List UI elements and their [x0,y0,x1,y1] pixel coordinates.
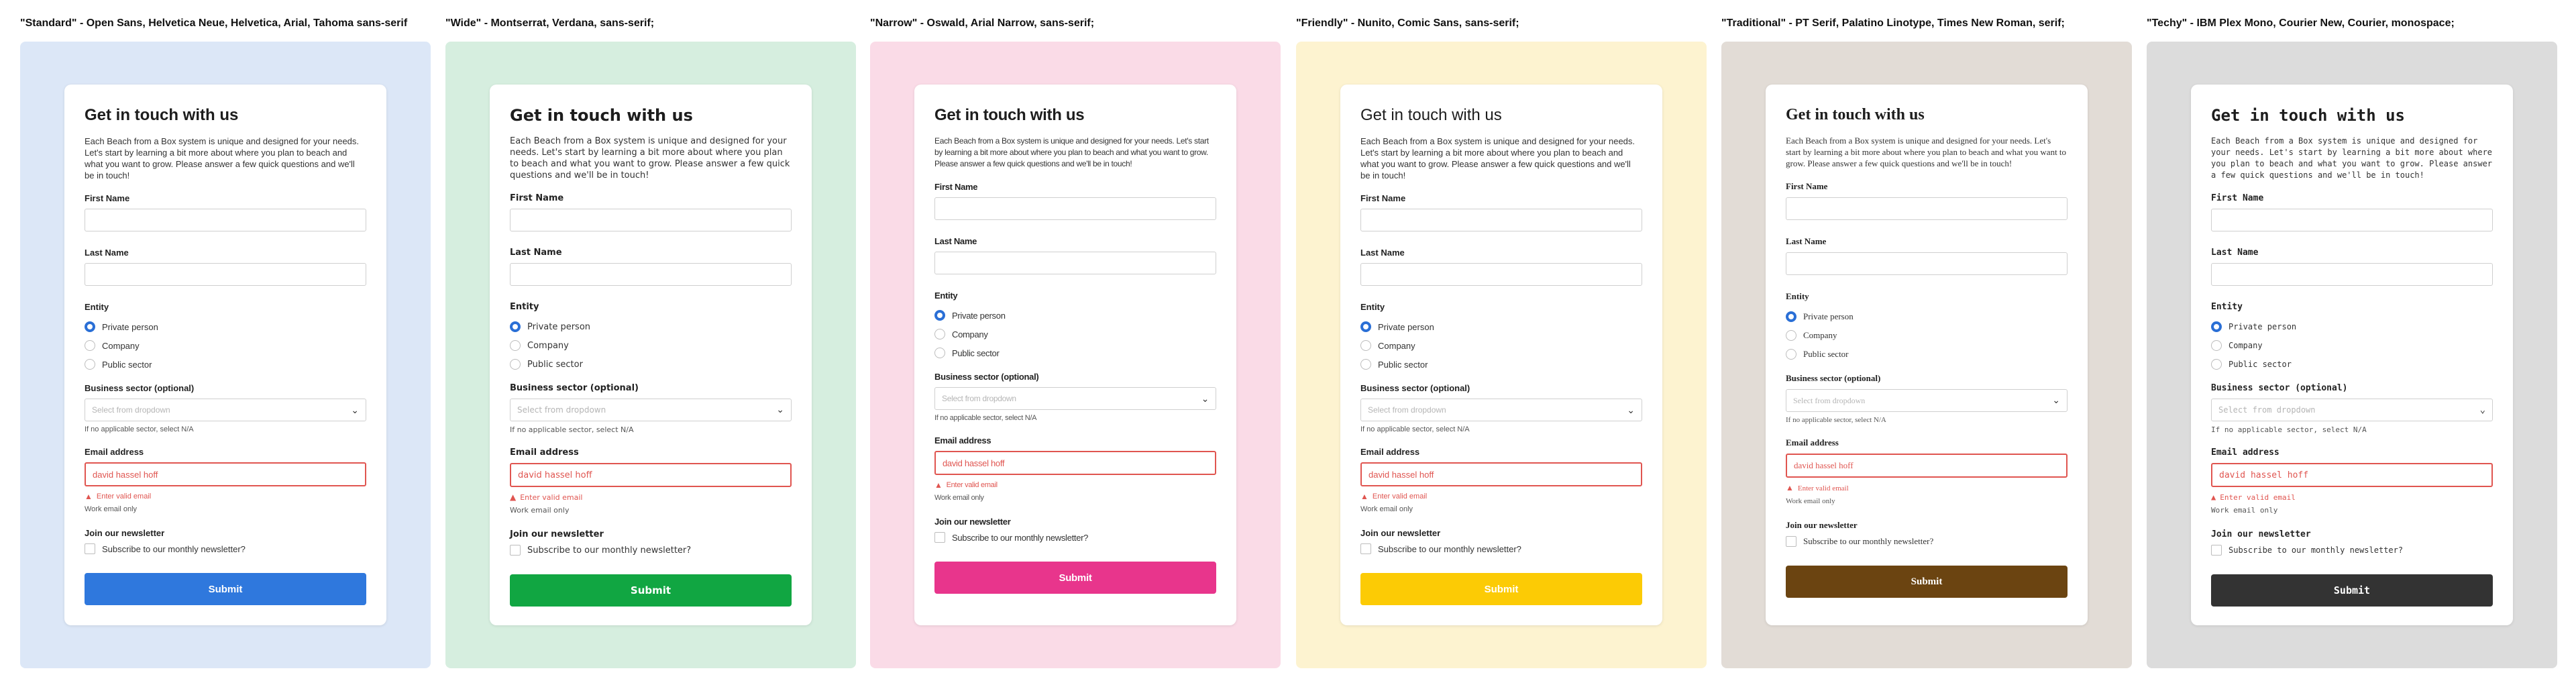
theme-column [20,0,431,683]
email-error-text: Enter valid email [520,492,583,502]
entity-option-label: Private person [102,321,158,332]
newsletter-option[interactable] [85,543,366,554]
entity-option-label: Public sector [102,359,152,370]
newsletter-option[interactable] [1786,536,2068,547]
entity-option-label: Public sector [952,348,1000,358]
entity-option-company[interactable] [1786,326,2068,345]
business-sector-select[interactable] [1360,399,1642,421]
warning-icon: ▲ [2211,492,2216,502]
entity-option-company[interactable] [2211,336,2493,355]
email-error [1360,492,1642,501]
business-sector-select[interactable] [1786,389,2068,412]
newsletter-label: Join our newsletter [2211,529,2311,539]
submit-button[interactable]: Submit [934,562,1216,594]
first-name-input[interactable] [1786,197,2068,220]
theme-column [1296,0,1707,683]
theme-caption: "Traditional" - PT Serif, Palatino Linotype, Times New Roman, serif; [1721,17,2065,29]
newsletter-label: Join our newsletter [1360,528,1441,538]
radio-button[interactable] [934,348,945,358]
last-name-input[interactable] [934,252,1216,274]
entity-option-label: Public sector [527,359,583,370]
theme-panel [20,42,431,668]
last-name-label: Last Name [510,248,562,258]
first-name-label: First Name [1786,181,1828,191]
contact-form-card [64,85,386,625]
warning-icon: ▲ [85,492,93,501]
theme-column [445,0,856,683]
business-sector-hint: If no applicable sector, select N/A [2211,425,2367,434]
newsletter-checkbox-label: Subscribe to our monthly newsletter? [1803,536,1934,546]
email-input-value: david hassel hoff [1794,460,1854,470]
email-error-text: Enter valid email [1372,492,1428,501]
entity-option-label: Public sector [2229,360,2292,369]
first-name-label: First Name [510,193,564,203]
business-sector-hint: If no applicable sector, select N/A [1360,425,1470,433]
radio-button-checked[interactable] [2211,321,2222,332]
entity-option-label: Private person [952,310,1006,321]
entity-option-private-person[interactable] [2211,317,2493,336]
email-error [934,480,1216,490]
business-sector-hint: If no applicable sector, select N/A [934,414,1037,422]
newsletter-checkbox[interactable] [934,532,945,543]
entity-option-public-sector[interactable] [934,344,1216,362]
email-error [2211,492,2493,502]
submit-button[interactable]: Submit [85,573,366,605]
email-input-value: david hassel hoff [943,458,1005,468]
first-name-label: First Name [1360,193,1406,203]
entity-option-public-sector[interactable] [2211,355,2493,374]
newsletter-checkbox[interactable] [1360,543,1371,554]
select-placeholder: Select from dropdown [92,405,170,415]
entity-label: Entity [85,302,109,312]
email-hint: Work email only [1360,505,1413,513]
newsletter-label: Join our newsletter [1786,520,1858,530]
theme-caption: "Standard" - Open Sans, Helvetica Neue, Helvetica, Arial, Tahoma sans-serif [20,17,408,29]
email-hint: Work email only [2211,506,2278,515]
theme-caption: "Techy" - IBM Plex Mono, Courier New, Courier, monospace; [2147,17,2455,29]
entity-label: Entity [1786,291,1809,301]
submit-button[interactable]: Submit [510,574,792,607]
contact-form-card [1340,85,1662,625]
chevron-down-icon: ⌄ [351,404,359,415]
newsletter-option[interactable] [510,545,792,556]
email-input-value: david hassel hoff [518,470,592,480]
radio-button-checked[interactable] [934,310,945,321]
newsletter-checkbox-label: Subscribe to our monthly newsletter? [527,545,692,556]
business-sector-select[interactable] [510,399,792,421]
select-placeholder: Select from dropdown [517,405,606,415]
newsletter-checkbox-label: Subscribe to our monthly newsletter? [1378,543,1521,554]
email-error-text: Enter valid email [946,481,998,489]
business-sector-select[interactable] [2211,399,2493,421]
first-name-input[interactable] [1360,209,1642,231]
entity-radio-group [85,317,366,374]
radio-button[interactable] [85,340,95,351]
chevron-down-icon: ⌄ [1627,404,1635,415]
email-label: Email address [85,447,144,457]
contact-form-card [2191,85,2513,625]
entity-option-label: Public sector [1803,349,1849,359]
entity-radio-group [510,317,792,374]
warning-icon: ▲ [1786,483,1794,492]
newsletter-label: Join our newsletter [934,517,1011,527]
theme-panel [1721,42,2132,668]
submit-button[interactable]: Submit [2211,574,2493,607]
entity-option-public-sector[interactable] [510,355,792,374]
entity-radio-group [934,306,1216,362]
submit-button[interactable]: Submit [1786,566,2068,598]
entity-radio-group [2211,317,2493,374]
entity-option-label: Company [102,340,140,351]
radio-button-checked[interactable] [510,321,521,332]
business-sector-label: Business sector (optional) [2211,383,2348,393]
business-sector-label: Business sector (optional) [934,372,1039,382]
entity-option-label: Company [2229,341,2263,350]
newsletter-option[interactable] [1360,543,1642,554]
email-hint: Work email only [934,494,984,502]
entity-option-company[interactable] [1360,336,1642,355]
email-label: Email address [510,448,579,458]
last-name-label: Last Name [85,248,129,258]
chevron-down-icon: ⌄ [1201,392,1209,404]
warning-icon: ▲ [934,480,943,490]
form-intro: Each Beach from a Box system is unique and designed for your needs. Let's start by learning a bit more about where you plan to beach and what you want to grow. Please answer a few quick questions and we'll be in touch! [510,136,790,180]
last-name-label: Last Name [1360,248,1405,258]
form-intro: Each Beach from a Box system is unique and designed for your needs. Let's start by learning a bit more about where you plan to beach and what you want to grow. Please answer a few quick questions and we'll be in touch! [1786,136,2067,168]
theme-column [2147,0,2557,683]
business-sector-hint: If no applicable sector, select N/A [1786,416,1886,424]
email-error [510,492,792,502]
email-error-text: Enter valid email [2220,492,2296,502]
submit-button[interactable]: Submit [1360,573,1642,605]
entity-label: Entity [1360,302,1385,312]
entity-option-private-person[interactable] [1786,307,2068,326]
last-name-input[interactable] [510,263,792,286]
email-input-value: david hassel hoff [93,469,158,480]
radio-button[interactable] [510,340,521,351]
business-sector-hint: If no applicable sector, select N/A [510,425,634,434]
entity-option-label: Company [1803,330,1837,340]
radio-button[interactable] [85,359,95,370]
radio-button[interactable] [1360,359,1371,370]
radio-button[interactable] [1786,330,1796,341]
newsletter-checkbox[interactable] [510,545,521,556]
newsletter-checkbox[interactable] [1786,536,1796,547]
radio-button[interactable] [1786,349,1796,360]
theme-panel [870,42,1281,668]
select-placeholder: Select from dropdown [1368,405,1446,415]
contact-form-card [1766,85,2088,625]
chevron-down-icon: ⌄ [2052,395,2060,406]
entity-option-company[interactable] [85,336,366,355]
entity-option-private-person[interactable] [510,317,792,336]
warning-icon: ▲ [510,492,517,502]
radio-button-checked[interactable] [1786,311,1796,322]
entity-option-label: Company [952,329,988,339]
last-name-input[interactable] [1360,263,1642,286]
email-label: Email address [1786,437,1839,448]
radio-button[interactable] [2211,340,2222,351]
theme-column [1721,0,2132,683]
contact-form-card [914,85,1236,625]
select-placeholder: Select from dropdown [1793,395,1866,405]
theme-panel [1296,42,1707,668]
first-name-input[interactable] [85,209,366,231]
chevron-down-icon: ⌄ [776,405,784,415]
radio-button-checked[interactable] [85,321,95,332]
entity-option-label: Private person [1803,311,1854,321]
entity-option-company[interactable] [934,325,1216,344]
radio-button[interactable] [510,359,521,370]
theme-caption: "Narrow" - Oswald, Arial Narrow, sans-serif; [870,17,1095,29]
email-input[interactable] [2211,463,2493,487]
entity-option-label: Private person [2229,322,2297,331]
entity-option-label: Public sector [1378,359,1428,370]
entity-option-label: Private person [527,321,591,332]
last-name-input[interactable] [85,263,366,286]
last-name-label: Last Name [1786,236,1827,246]
entity-option-private-person[interactable] [85,317,366,336]
theme-panel [445,42,856,668]
newsletter-label: Join our newsletter [510,529,604,539]
theme-caption: "Friendly" - Nunito, Comic Sans, sans-serif; [1296,17,1519,29]
email-input[interactable] [934,451,1216,475]
form-intro: Each Beach from a Box system is unique and designed for your needs. Let's start by learning a bit more about where you plan to beach and what you want to grow. Please answer a few quick questions and we'll be in touch! [2211,136,2493,180]
newsletter-option[interactable] [2211,545,2493,556]
first-name-label: First Name [2211,193,2264,203]
first-name-input[interactable] [2211,209,2493,231]
entity-option-label: Company [1378,340,1415,351]
entity-radio-group [1360,317,1642,374]
email-input-value: david hassel hoff [2219,470,2309,480]
email-label: Email address [1360,447,1420,457]
select-placeholder: Select from dropdown [2218,405,2316,415]
newsletter-label: Join our newsletter [85,528,165,538]
email-hint: Work email only [1786,497,1835,505]
email-label: Email address [2211,448,2279,458]
radio-button[interactable] [1360,340,1371,351]
email-input-value: david hassel hoff [1368,469,1434,480]
email-hint: Work email only [510,506,570,515]
form-title: Get in touch with us [2211,106,2405,125]
email-input[interactable] [1360,462,1642,486]
business-sector-select[interactable] [85,399,366,421]
business-sector-label: Business sector (optional) [1360,383,1470,393]
last-name-input[interactable] [2211,263,2493,286]
first-name-input[interactable] [934,197,1216,220]
last-name-input[interactable] [1786,252,2068,275]
first-name-label: First Name [85,193,130,203]
theme-panel [2147,42,2557,668]
select-placeholder: Select from dropdown [942,394,1016,403]
theme-caption: "Wide" - Montserrat, Verdana, sans-serif; [445,17,655,29]
form-title: Get in touch with us [1786,106,1925,123]
business-sector-label: Business sector (optional) [510,383,639,393]
email-label: Email address [934,435,991,445]
entity-option-private-person[interactable] [1360,317,1642,336]
email-error-text: Enter valid email [96,492,152,501]
email-input[interactable] [1786,454,2068,478]
newsletter-checkbox-label: Subscribe to our monthly newsletter? [102,543,246,554]
form-title: Get in touch with us [85,106,239,124]
newsletter-checkbox-label: Subscribe to our monthly newsletter? [2229,545,2404,555]
form-title: Get in touch with us [510,106,693,125]
entity-option-company[interactable] [510,336,792,355]
entity-option-label: Private person [1378,321,1434,332]
entity-option-private-person[interactable] [934,306,1216,325]
entity-label: Entity [510,302,539,312]
radio-button[interactable] [934,329,945,339]
radio-button-checked[interactable] [1360,321,1371,332]
entity-radio-group [1786,307,2068,364]
newsletter-checkbox-label: Subscribe to our monthly newsletter? [952,532,1089,543]
chevron-down-icon: ⌄ [2479,405,2485,415]
form-title: Get in touch with us [934,106,1085,124]
entity-option-label: Company [527,340,569,351]
email-error [85,492,366,501]
first-name-label: First Name [934,182,978,192]
email-error [1786,483,2068,493]
form-title: Get in touch with us [1360,106,1502,124]
email-hint: Work email only [85,505,138,513]
last-name-label: Last Name [2211,248,2259,258]
last-name-label: Last Name [934,236,977,246]
form-intro: Each Beach from a Box system is unique and designed for your needs. Let's start by learning a bit more about where you plan to beach and what you want to grow. Please answer a few quick questions and we'll be in touch! [85,136,360,180]
form-intro: Each Beach from a Box system is unique and designed for your needs. Let's start by learning a bit more about where you plan to beach and what you want to grow. Please answer a few quick questions and we'll be in touch! [1360,136,1635,180]
entity-option-public-sector[interactable] [85,355,366,374]
form-intro: Each Beach from a Box system is unique and designed for your needs. Let's start by learning a bit more about where you plan to beach and what you want to grow. Please answer a few quick questions and we'll be in touch! [934,136,1209,168]
business-sector-hint: If no applicable sector, select N/A [85,425,194,433]
contact-form-card [490,85,812,625]
first-name-input[interactable] [510,209,792,231]
newsletter-checkbox[interactable] [85,543,95,554]
entity-label: Entity [2211,302,2243,312]
business-sector-select[interactable] [934,387,1216,410]
warning-icon: ▲ [1360,492,1368,501]
email-input[interactable] [510,463,792,487]
entity-option-public-sector[interactable] [1786,345,2068,364]
radio-button[interactable] [2211,359,2222,370]
email-error-text: Enter valid email [1797,484,1849,492]
newsletter-option[interactable] [934,532,1216,543]
theme-column [870,0,1281,683]
email-input[interactable] [85,462,366,486]
business-sector-label: Business sector (optional) [1786,373,1881,383]
entity-label: Entity [934,291,958,301]
entity-option-public-sector[interactable] [1360,355,1642,374]
business-sector-label: Business sector (optional) [85,383,195,393]
newsletter-checkbox[interactable] [2211,545,2222,556]
